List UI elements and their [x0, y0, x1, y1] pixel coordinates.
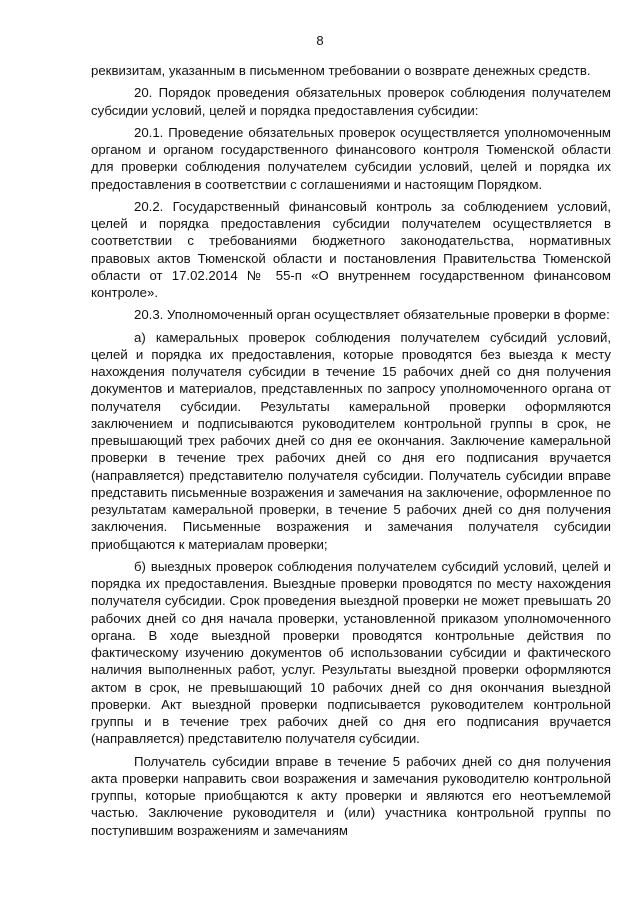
paragraph-20-2: 20.2. Государственный финансовый контроль за соблюдением условий, целей и порядка предоставления субсидии получателем осуществляется в соответствии с требованиями бюджетного законодательства, нормативных правовых актов Тюменской области и постановления Правительства Тюменской области от 17.02.2014 № 55-п «О внутреннем государственном финансовом контроле».: [91, 198, 611, 300]
paragraph-continuation: реквизитам, указанным в письменном требовании о возврате денежных средств.: [91, 63, 591, 78]
paragraph-objections: Получатель субсидии вправе в течение 5 рабочих дней со дня получения акта проверки направить свои возражения и замечания руководителю контрольной группы, которые приобщаются к акту проверки и являются его неотъемлемой частью. Заключение руководителя и (или) участника контрольной группы по поступившим возражениям и замечаниям: [91, 753, 611, 838]
paragraph-20-3: 20.3. Уполномоченный орган осуществляет обязательные проверки в форме:: [134, 307, 610, 323]
paragraph-20-1: 20.1. Проведение обязательных проверок осуществляется уполномоченным органом и органом государственного финансового контроля Тюменской области для проверки соблюдения получателем субсидии условий, целей и порядка их предоставления в соответствии с соглашениями и настоящим Порядком.: [91, 124, 611, 192]
paragraph-item-b: б) выездных проверок соблюдения получателем субсидий условий, целей и порядка их предоставления. Выездные проверки проводятся по месту нахождения получателя субсидии. Срок проведения выездной проверки не может превышать 20 рабочих дней со дня начала проверки, установленной приказом уполномоченного органа. В ходе выездной проверки проводятся контрольные действия по фактическому изучению документов об использовании субсидии и фактического наличия выполненных работ, услуг. Результаты выездной проверки оформляются актом в срок, не превышающий 10 рабочих дней со дня окончания выездной проверки. Акт выездной проверки подписывается руководителем контрольной группы и в течение трех рабочих дней со дня его подписания вручается (направляется) представителю получателя субсидии.: [91, 558, 611, 747]
paragraph-item-a: а) камеральных проверок соблюдения получателем субсидий условий, целей и порядка их предоставления, которые проводятся без выезда к месту нахождения получателя субсидии в течение 15 рабочих дней со дня получения документов и материалов, представленных по запросу уполномоченного органа от получателя субсидии. Результаты камеральной проверки оформляются заключением и подписываются руководителем контрольной группы в срок, не превышающий трех рабочих дней со дня ее окончания. Заключение камеральной проверки в течение трех рабочих дней со дня его подписания вручается (направляется) представителю получателя субсидии. Получатель субсидии вправе представить письменные возражения и замечания на заключение, оформленное по результатам камеральной проверки, в течение 5 рабочих дней со дня получения заключения. Письменные возражения и замечания получателя субсидии приобщаются к материалам проверки;: [91, 329, 611, 552]
document-body: [91, 62, 611, 839]
page-number: 8: [316, 33, 324, 48]
paragraph-20: 20. Порядок проведения обязательных проверок соблюдения получателем субсидии условий, целей и порядка предоставления субсидии:: [91, 85, 611, 118]
